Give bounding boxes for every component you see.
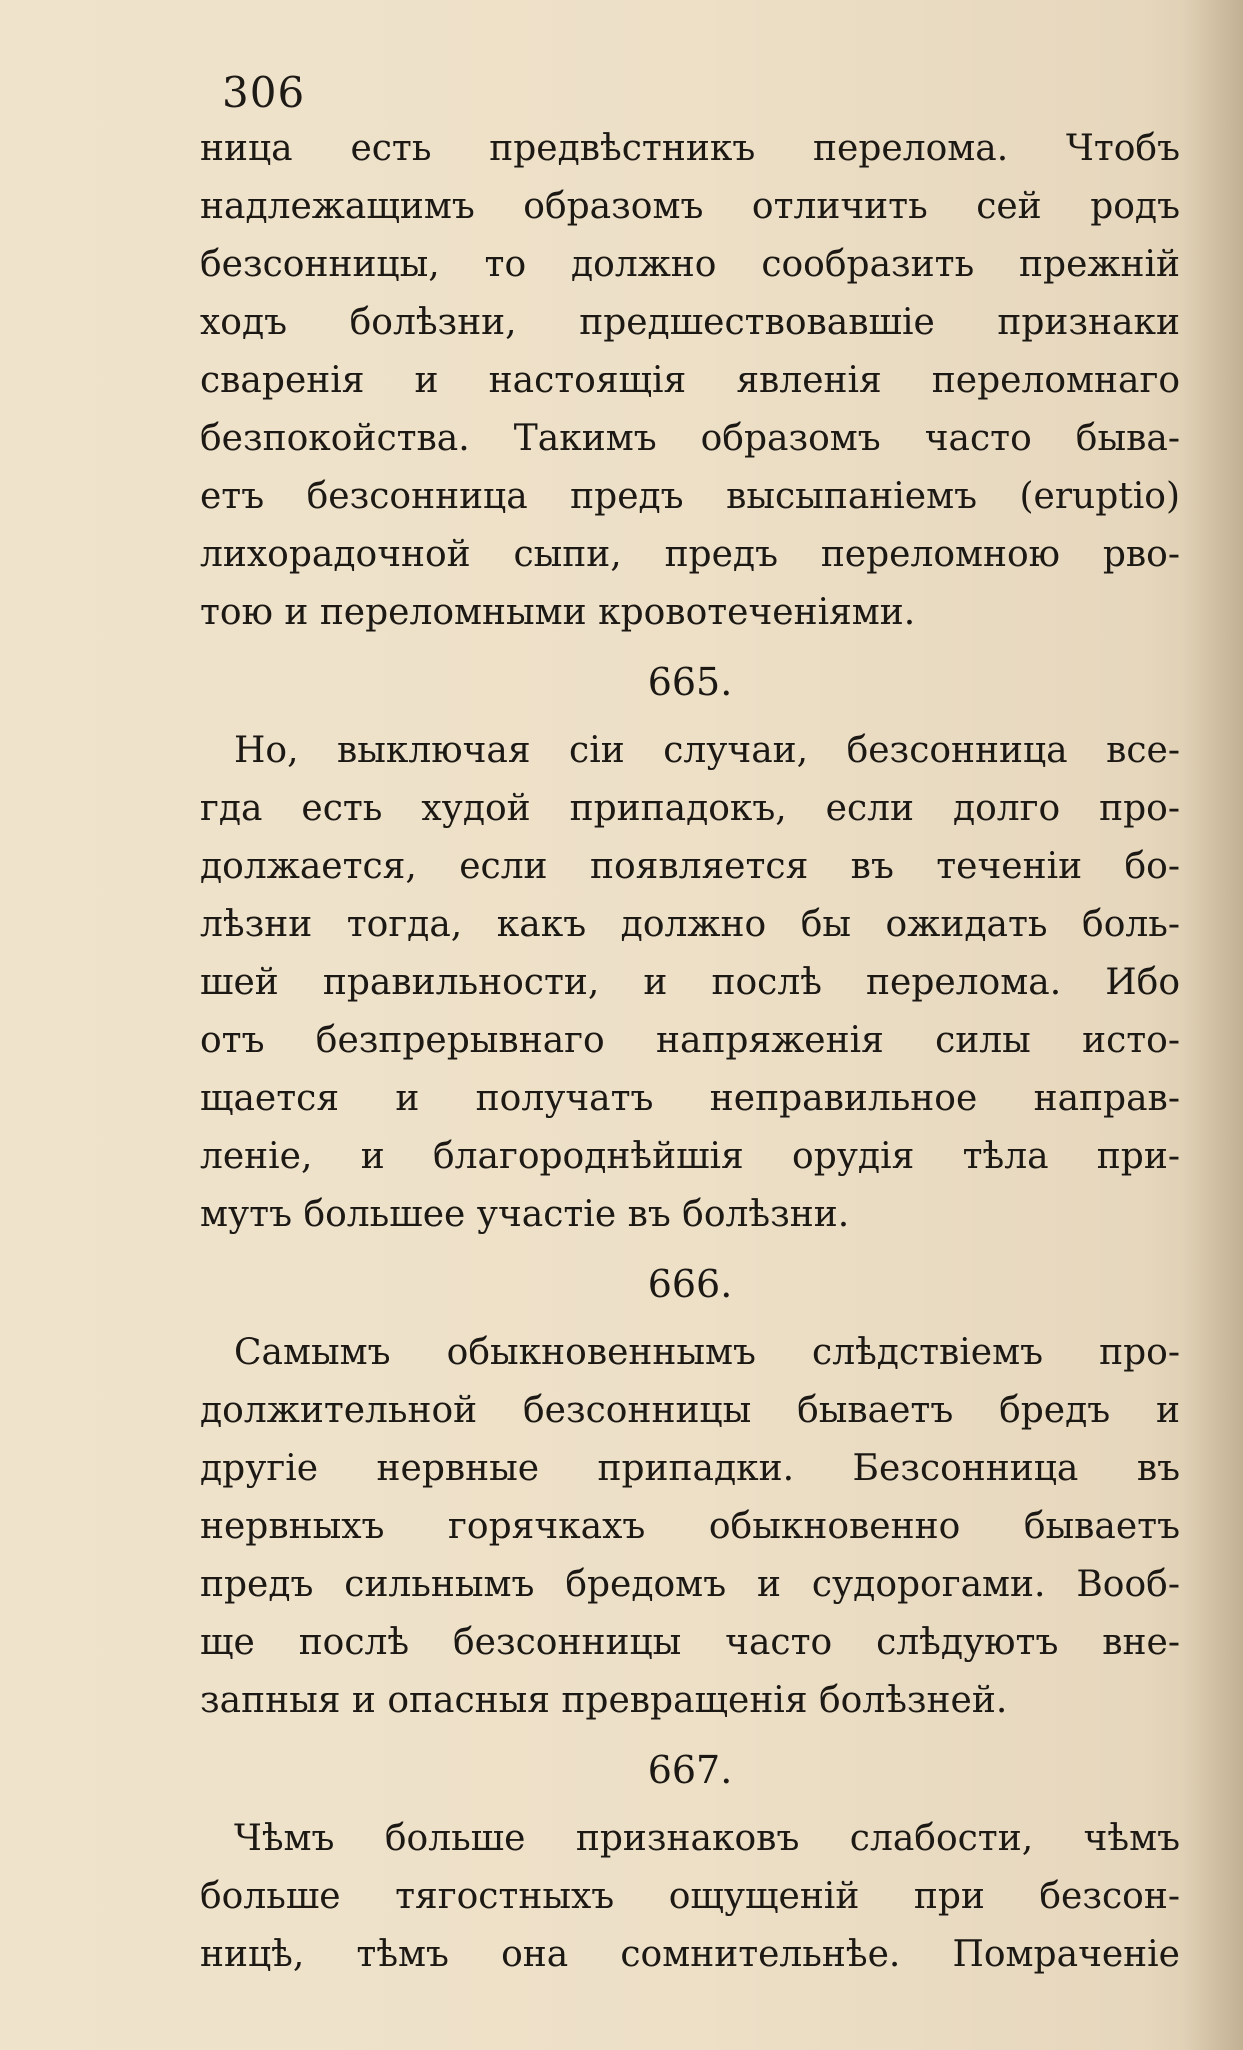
section-number: 665. bbox=[647, 660, 733, 704]
page-number: 306 bbox=[222, 68, 306, 117]
text-line: сваренія и настоящія явленія переломнаго bbox=[200, 360, 1180, 401]
text-line: безпокойства. Такимъ образомъ часто быва- bbox=[200, 418, 1180, 459]
text-line: запныя и опасныя превращенія болѣзней. bbox=[200, 1680, 1008, 1721]
text-line: гда есть худой припадокъ, если долго про- bbox=[200, 788, 1180, 829]
text-line: должительной безсонницы бываетъ бредъ и bbox=[200, 1390, 1180, 1431]
text-line: должается, если появляется въ теченіи бо- bbox=[200, 846, 1180, 887]
section-paragraph bbox=[200, 1810, 1180, 1984]
text-line: больше тягостныхъ ощущеній при безсон- bbox=[200, 1876, 1180, 1917]
page-edge-shadow bbox=[1183, 0, 1243, 2050]
text-line: шей правильности, и послѣ перелома. Ибо bbox=[200, 962, 1180, 1003]
text-line: ще послѣ безсонницы часто слѣдуютъ вне- bbox=[200, 1622, 1180, 1663]
text-line: безсонницы, то должно сообразить прежній bbox=[200, 244, 1180, 285]
text-line: леніе, и благороднѣйшія орудія тѣла при- bbox=[200, 1136, 1180, 1177]
text-line: мутъ большее участіе въ болѣзни. bbox=[200, 1194, 850, 1235]
text-line: лѣзни тогда, какъ должно бы ожидать боль- bbox=[200, 904, 1180, 945]
text-line: Но, выключая сіи случаи, безсонница все- bbox=[234, 730, 1180, 771]
text-line: щается и получатъ неправильное направ- bbox=[200, 1078, 1180, 1119]
intro-paragraph bbox=[200, 120, 1180, 642]
text-line: Чѣмъ больше признаковъ слабости, чѣмъ bbox=[234, 1818, 1180, 1859]
text-line: другіе нервные припадки. Безсонница въ bbox=[200, 1448, 1180, 1489]
text-line: ходъ болѣзни, предшествовавшіе признаки bbox=[200, 302, 1180, 343]
section-paragraph bbox=[200, 1324, 1180, 1730]
text-line: ницѣ, тѣмъ она сомнительнѣе. Помраченіе bbox=[200, 1934, 1180, 1975]
section-number: 667. bbox=[647, 1748, 733, 1792]
text-line: лихорадочной сыпи, предъ переломною рво- bbox=[200, 534, 1180, 575]
text-line: тою и переломными кровотеченіями. bbox=[200, 592, 916, 633]
text-line: Самымъ обыкновеннымъ слѣдствіемъ про- bbox=[234, 1332, 1180, 1373]
text-line: ница есть предвѣстникъ перелома. Чтобъ bbox=[200, 128, 1180, 169]
text-line: надлежащимъ образомъ отличить сей родъ bbox=[200, 186, 1180, 227]
text-line: нервныхъ горячкахъ обыкновенно бываетъ bbox=[200, 1506, 1180, 1547]
text-line: отъ безпрерывнаго напряженія силы исто- bbox=[200, 1020, 1180, 1061]
section-number: 666. bbox=[647, 1262, 733, 1306]
text-line: етъ безсонница предъ высыпаніемъ (eruptio) bbox=[200, 476, 1180, 517]
section-paragraph bbox=[200, 722, 1180, 1244]
text-line: предъ сильнымъ бредомъ и судорогами. Вооб- bbox=[200, 1564, 1180, 1605]
page-text bbox=[200, 120, 1180, 1984]
